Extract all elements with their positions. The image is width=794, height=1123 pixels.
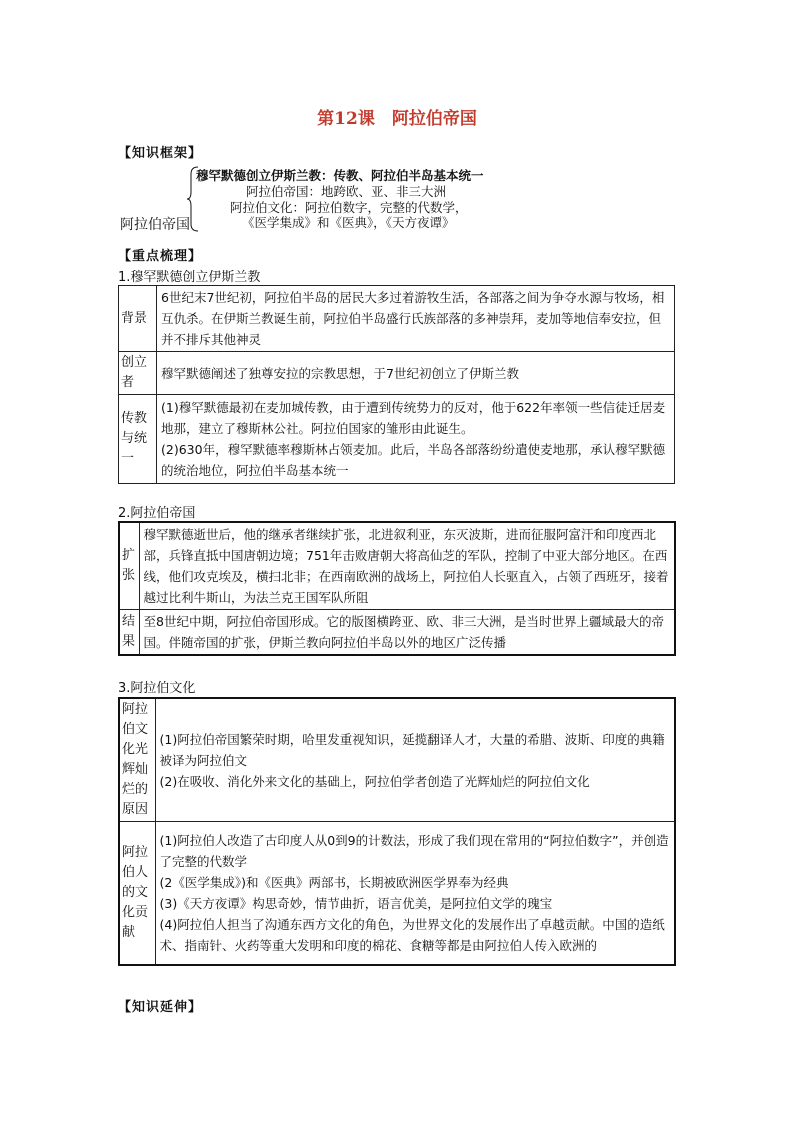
section2-heading: 2.阿拉伯帝国 <box>118 506 196 521</box>
framework-line-3: 阿拉伯文化：阿拉伯数字，完整的代数学， <box>230 200 468 215</box>
framework-line-2: 阿拉伯帝国：地跨欧、亚、非三大洲 <box>246 184 447 199</box>
paragraph: (1)穆罕默德最初在麦加城传教，由于遭到传统势力的反对，他于622年率领一些信徒迁居麦地那，建立了穆斯林公社。阿拉伯国家的雏形由此诞生。 <box>161 400 666 436</box>
paragraph: (2)在吸收、消化外来文化的基础上，阿拉伯学者创造了光辉灿烂的阿拉伯文化 <box>159 773 590 789</box>
paragraph: (3)《天方夜谭》构思奇妙，情节曲折，语言优美，是阿拉伯文学的瑰宝 <box>159 896 553 911</box>
table-row <box>119 822 675 966</box>
page-title: 第12课 阿拉伯帝国 <box>317 109 477 129</box>
row-text-reasons <box>155 698 675 822</box>
row-text-expansion: 穆罕默德逝世后，他的继承者继续扩张，北进叙利亚，东灭波斯，进而征服阿富汗和印度西北部，兵锋直抵中国唐朝边境；751年击败唐朝大将高仙芝的军队，控制了中亚大部分地区。在西线，他们攻克埃及，横扫北非；在西南欧洲的战场上，阿拉伯人长驱直入，占领了西班牙，接着越过比利牛斯山，为法兰克王国军队所阻 <box>139 522 675 610</box>
row-label-background: 背景 <box>119 286 157 352</box>
row-text-contributions <box>155 822 675 966</box>
row-label-founder: 创立者 <box>119 352 157 395</box>
paragraph: (2《医学集成》)和《医典》两部书，长期被欧洲医学界奉为经典 <box>159 875 509 890</box>
row-label-expansion: 扩张 <box>119 522 139 610</box>
section-extension-label: 【知识延伸】 <box>118 1000 203 1015</box>
section-framework-label: 【知识框架】 <box>118 146 203 161</box>
table-row <box>119 698 675 822</box>
row-label-reasons: 阿拉伯文化光辉灿烂的原因 <box>119 698 155 822</box>
section2-table <box>118 521 676 656</box>
table-row <box>119 352 675 395</box>
section3-heading: 3.阿拉伯文化 <box>118 681 196 696</box>
row-text-background: 6世纪末7世纪初，阿拉伯半岛的居民大多过着游牧生活，各部落之间为争夺水源与牧场，相互仇杀。在伊斯兰教诞生前，阿拉伯半岛盛行氏族部落的多神崇拜，麦加等地信奉安拉，但并不排斥其他神灵 <box>157 286 675 352</box>
section3-table <box>118 697 676 966</box>
table-row <box>119 286 675 352</box>
framework-line-1: 穆罕默德创立伊斯兰教：传教、阿拉伯半岛基本统一 <box>196 168 484 183</box>
framework-root: 阿拉伯帝国 <box>120 217 190 233</box>
row-text-result: 至8世纪中期，阿拉伯帝国形成。它的版图横跨亚、欧、非三大洲，是当时世界上疆域最大的帝国。伴随帝国的扩张，伊斯兰教向阿拉伯半岛以外的地区广泛传播 <box>139 610 675 656</box>
row-label-result: 结果 <box>119 610 139 656</box>
paragraph: (1)阿拉伯帝国繁荣时期，哈里发重视知识，延揽翻译人才，大量的希腊、波斯、印度的典籍被译为阿拉伯文 <box>159 731 665 768</box>
row-text-founder: 穆罕默德阐述了独尊安拉的宗教思想，于7世纪初创立了伊斯兰教 <box>157 352 675 395</box>
row-label-preaching: 传教与统一 <box>119 395 157 484</box>
paragraph: (1)阿拉伯人改造了古印度人从0到9的计数法，形成了我们现在常用的“阿拉伯数字”，并创造了完整的代数学 <box>159 833 669 869</box>
section1-table <box>118 285 675 484</box>
section-keypoints-label: 【重点梳理】 <box>118 249 203 264</box>
table-row <box>119 610 675 656</box>
row-label-contributions: 阿拉伯人的文化贡献 <box>119 822 155 966</box>
paragraph: (2)630年，穆罕默德率穆斯林占领麦加。此后，半岛各部落纷纷遣使麦地那，承认穆罕默德的统治地位，阿拉伯半岛基本统一 <box>161 442 666 478</box>
framework-line-4: 《医学集成》和《医典》，《天方夜谭》 <box>242 215 455 230</box>
section1-heading: 1.穆罕默德创立伊斯兰教 <box>118 270 261 285</box>
table-row <box>119 522 675 610</box>
table-row <box>119 395 675 484</box>
paragraph: (4)阿拉伯人担当了沟通东西方文化的角色，为世界文化的发展作出了卓越贡献。中国的造纸术、指南针、火药等重大发明和印度的棉花、食糖等都是由阿拉伯人传入欧洲的 <box>159 917 665 953</box>
row-text-preaching <box>157 395 675 484</box>
